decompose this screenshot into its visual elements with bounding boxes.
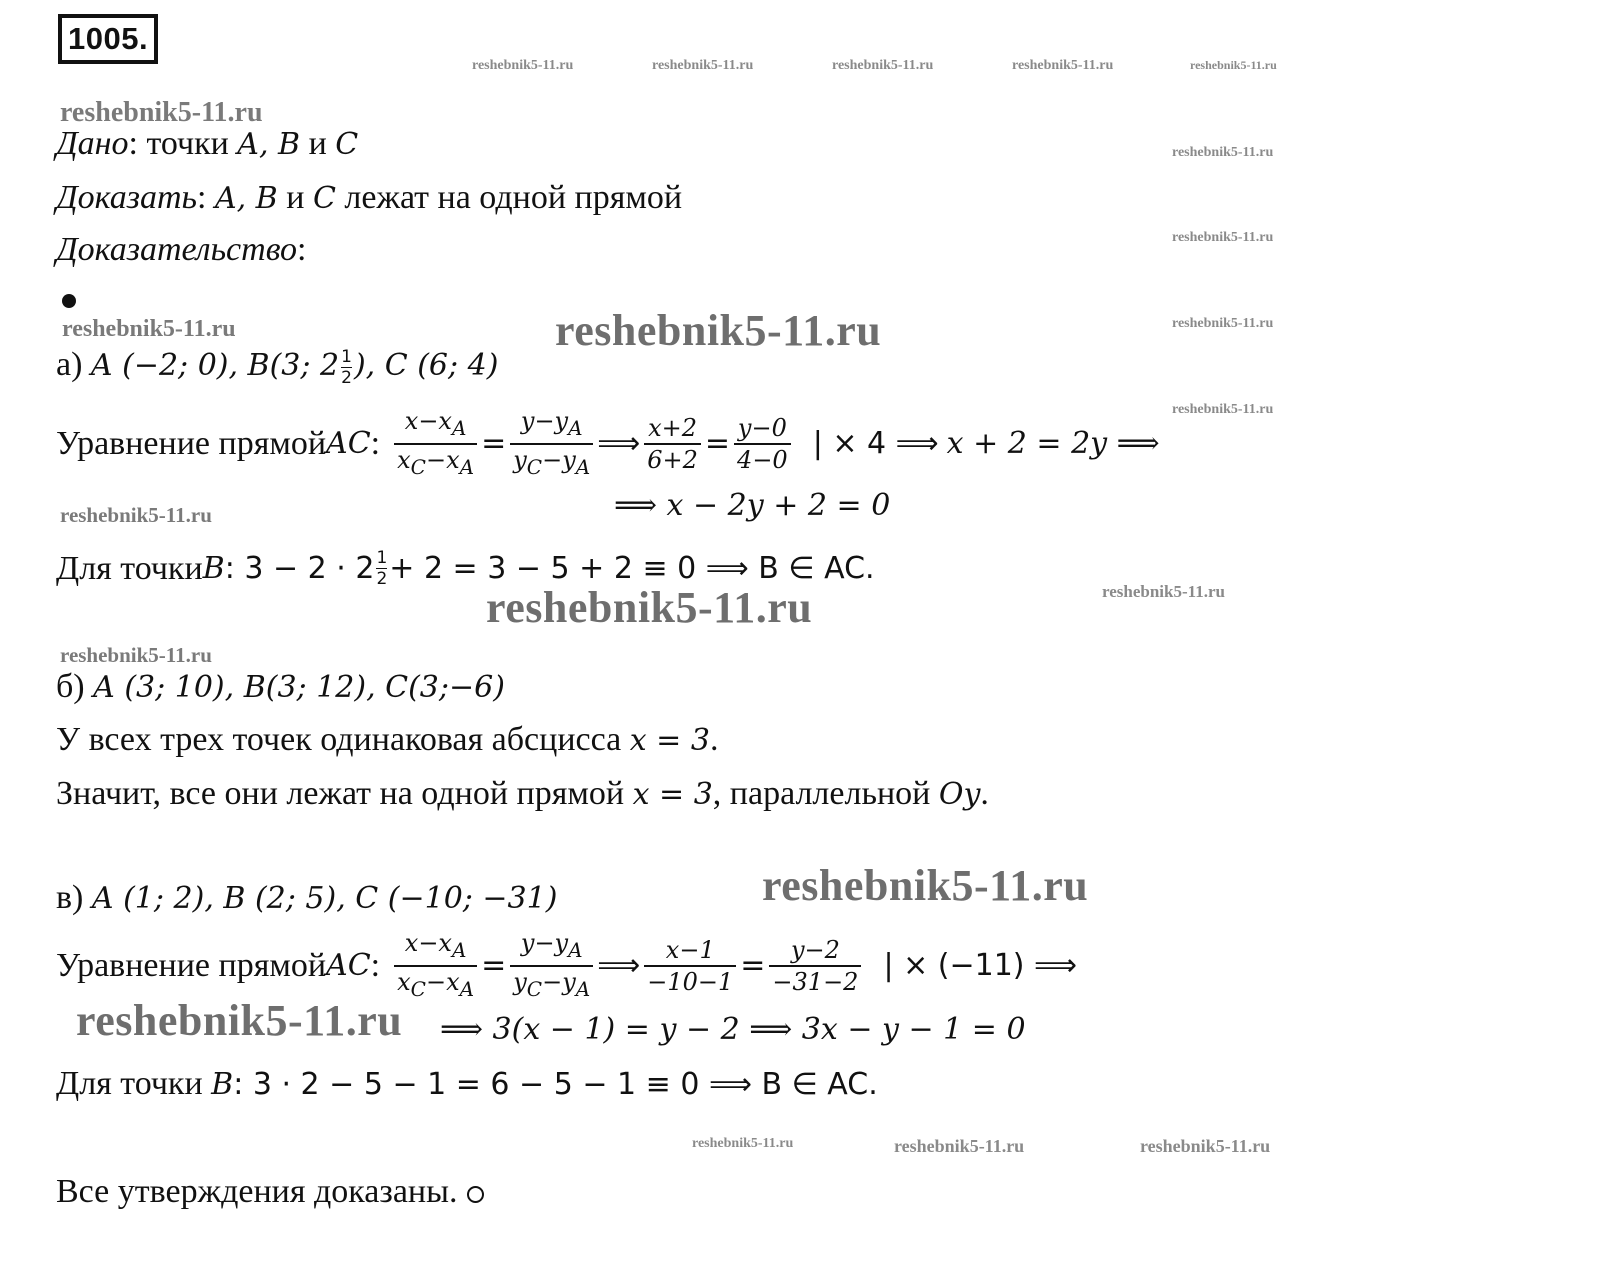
watermark: reshebnik5-11.ru — [60, 643, 212, 667]
part-a-check: Для точки B : 3 − 2 · 2 1 2 + 2 = 3 − 5 + 2 ≡ 0 ⟹ B ∈ AC. — [56, 548, 875, 589]
proof-label-line: Доказательство: — [56, 231, 307, 268]
given-line: Дано: точки A, B и C — [56, 125, 359, 162]
part-a-line2: ⟹ x − 2y + 2 = 0 — [614, 488, 891, 523]
watermark: reshebnik5-11.ru — [894, 1136, 1025, 1156]
watermark: reshebnik5-11.ru — [1172, 402, 1274, 417]
fraction: $\frac{x-x_A}{x_C-x_A}$ — [394, 928, 477, 1004]
watermark: reshebnik5-11.ru — [1172, 316, 1274, 331]
part-c-equation: Уравнение прямой AC : $\frac{x-x_A}{x_C-x_A}$ = $\frac{y-y_A}{y_C-y_A}$ ⟹ $\frac{x-1}{-10-1}$ = $\frac{y-2}{-31-2}$ | × (−11) ⟹ — [56, 928, 1077, 1004]
watermark: reshebnik5-11.ru — [62, 316, 236, 342]
watermark: reshebnik5-11.ru — [60, 503, 212, 527]
bullet-dot — [62, 294, 76, 308]
fraction: $\frac{y-y_A}{y_C-y_A}$ — [510, 406, 593, 482]
fraction: $\frac{x-1}{-10-1}$ — [644, 935, 736, 997]
part-c-line2: ⟹ 3(x − 1) = y − 2 ⟹ 3x − y − 1 = 0 — [440, 1012, 1026, 1047]
conclusion: Все утверждения доказаны. — [56, 1172, 484, 1212]
fraction: $\frac{y-0}{4-0}$ — [734, 413, 791, 475]
watermark: reshebnik5-11.ru — [555, 306, 882, 355]
mixed-fraction: $\frac{1}{2}$ — [341, 346, 352, 388]
part-c-points: в) A (1; 2), B (2; 5), C (−10; −31) — [56, 879, 558, 916]
part-b-line2: Значит, все они лежат на одной прямой x = 3, параллельной Oy. — [56, 775, 989, 812]
prove-label: Доказать — [56, 179, 197, 216]
watermark: reshebnik5-11.ru — [652, 58, 754, 73]
watermark: reshebnik5-11.ru — [1102, 582, 1225, 601]
watermark: reshebnik5-11.ru — [762, 861, 1089, 910]
part-c-check: Для точки B: 3 · 2 − 5 − 1 = 6 − 5 − 1 ≡ 0 ⟹ B ∈ AC. — [56, 1065, 878, 1102]
qed-circle-icon — [467, 1186, 484, 1203]
watermark: reshebnik5-11.ru — [1140, 1136, 1271, 1156]
watermark: reshebnik5-11.ru — [60, 97, 263, 128]
watermark: reshebnik5-11.ru — [692, 1136, 794, 1151]
watermark: reshebnik5-11.ru — [1190, 58, 1277, 72]
proof-label: Доказательство — [56, 231, 298, 268]
watermark: reshebnik5-11.ru — [1012, 58, 1114, 73]
part-b-points: б) A (3; 10), B(3; 12), C(3;−6) — [56, 668, 505, 705]
prove-line: Доказать: A, B и C лежат на одной прямой — [56, 179, 683, 216]
problem-number: 1005. — [58, 14, 158, 64]
fraction: $\frac{y-2}{-31-2}$ — [769, 935, 861, 997]
mixed-fraction: 1 2 — [376, 548, 388, 589]
watermark: reshebnik5-11.ru — [832, 58, 934, 73]
fraction: $\frac{y-y_A}{y_C-y_A}$ — [510, 928, 593, 1004]
part-a-equation: Уравнение прямой AC : $\frac{x-x_A}{x_C-x_A}$ = $\frac{y-y_A}{y_C-y_A}$ ⟹ $\frac{x+2}{6+2}$ = $\frac{y-0}{4-0}$ | × 4 ⟹ x + 2 = 2y ⟹ — [56, 406, 1160, 482]
watermark: reshebnik5-11.ru — [486, 583, 813, 632]
fraction: $\frac{x+2}{6+2}$ — [644, 413, 701, 475]
part-a-points: а) A (−2; 0), B(3; 2 $\frac{1}{2}$ ), C (6; 4) — [56, 346, 499, 388]
watermark: reshebnik5-11.ru — [1172, 230, 1274, 245]
watermark: reshebnik5-11.ru — [1172, 145, 1274, 160]
fraction: $\frac{x-x_A}{x_C-x_A}$ — [394, 406, 477, 482]
given-label: Дано — [56, 125, 129, 162]
part-b-line1: У всех трех точек одинаковая абсцисса x = 3. — [56, 721, 719, 758]
watermark: reshebnik5-11.ru — [472, 58, 574, 73]
watermark: reshebnik5-11.ru — [76, 996, 403, 1045]
